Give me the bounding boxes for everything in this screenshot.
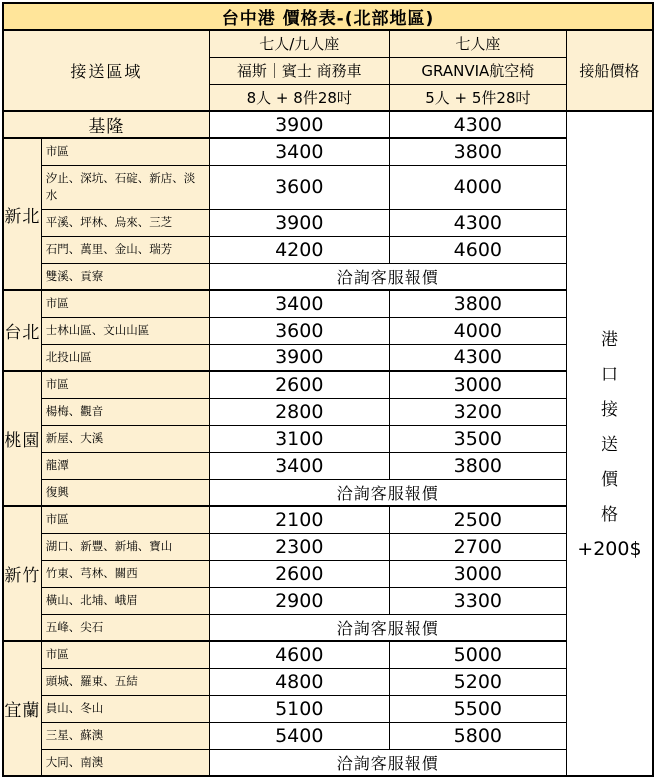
- region-cell: 新竹: [3, 506, 41, 641]
- price-cell-7seat: 3800: [389, 138, 566, 165]
- district-cell: 平溪、坪林、烏來、三芝: [41, 209, 209, 236]
- port-note-char: 格: [600, 504, 618, 525]
- table-title-row: [3, 3, 653, 30]
- price-cell-7-9seat: 3400: [209, 138, 389, 165]
- port-note-surcharge: +200$: [577, 537, 642, 560]
- port-note-char: 價: [600, 469, 618, 490]
- table-row: [3, 398, 653, 425]
- district-cell: 五峰、尖石: [41, 614, 209, 641]
- table-row: [3, 479, 653, 506]
- table-row: [3, 138, 653, 165]
- header-vehicle-granvia: GRANVIA航空椅: [389, 57, 566, 84]
- region-cell: 宜蘭: [3, 641, 41, 776]
- price-cell-7-9seat: 3100: [209, 425, 389, 452]
- port-note-cell: [566, 111, 653, 776]
- quote-cell: 洽詢客服報價: [209, 479, 566, 506]
- price-cell-7-9seat: 5100: [209, 695, 389, 722]
- district-cell: 湖口、新豐、新埔、寶山: [41, 533, 209, 560]
- header-seat7-9: 七人/九人座: [209, 30, 389, 57]
- price-cell-7-9seat: 2900: [209, 587, 389, 614]
- table-row: [3, 452, 653, 479]
- table-row: [3, 533, 653, 560]
- table-row: [3, 344, 653, 371]
- port-note-char: 送: [600, 434, 618, 455]
- price-cell-7seat: 5500: [389, 695, 566, 722]
- price-cell-7seat: 4300: [389, 111, 566, 138]
- table-row: [3, 371, 653, 398]
- price-cell-7-9seat: 4600: [209, 641, 389, 668]
- price-cell-7seat: 2500: [389, 506, 566, 533]
- header-boat-price: 接船價格: [566, 30, 653, 111]
- district-cell: 三星、蘇澳: [41, 722, 209, 749]
- table-row: [3, 695, 653, 722]
- table-row: [3, 290, 653, 317]
- header-seat7: 七人座: [389, 30, 566, 57]
- header-row-seats: [3, 30, 653, 57]
- district-cell: 竹東、芎林、關西: [41, 560, 209, 587]
- page-title: 台中港 價格表-(北部地區): [3, 3, 653, 30]
- price-cell-7-9seat: 2600: [209, 371, 389, 398]
- district-cell: 楊梅、觀音: [41, 398, 209, 425]
- price-cell-7seat: 3200: [389, 398, 566, 425]
- price-cell-7-9seat: 2600: [209, 560, 389, 587]
- price-cell-7-9seat: 5400: [209, 722, 389, 749]
- table-row: [3, 560, 653, 587]
- district-cell: 雙溪、貢寮: [41, 263, 209, 290]
- district-cell: 市區: [41, 371, 209, 398]
- district-cell: 新屋、大溪: [41, 425, 209, 452]
- price-cell-7seat: 4600: [389, 236, 566, 263]
- district-cell: 復興: [41, 479, 209, 506]
- district-cell: 龍潭: [41, 452, 209, 479]
- price-cell-7seat: 3500: [389, 425, 566, 452]
- price-cell-7-9seat: 3600: [209, 165, 389, 209]
- table-row: [3, 641, 653, 668]
- price-cell-7-9seat: 3900: [209, 344, 389, 371]
- price-cell-7-9seat: 2800: [209, 398, 389, 425]
- price-cell-7seat: 3800: [389, 452, 566, 479]
- region-cell: 新北: [3, 138, 41, 290]
- price-table: [2, 2, 654, 777]
- district-cell: 頭城、羅東、五結: [41, 668, 209, 695]
- table-row: [3, 425, 653, 452]
- quote-cell: 洽詢客服報價: [209, 749, 566, 776]
- price-cell-7seat: 4000: [389, 165, 566, 209]
- price-cell-7-9seat: 4800: [209, 668, 389, 695]
- price-cell-7seat: 4300: [389, 344, 566, 371]
- table-row: [3, 209, 653, 236]
- price-cell-7seat: 5200: [389, 668, 566, 695]
- table-row: [3, 587, 653, 614]
- price-cell-7seat: 4000: [389, 317, 566, 344]
- port-note-char: 口: [600, 364, 618, 385]
- port-note-char: 接: [600, 399, 618, 420]
- table-row: [3, 506, 653, 533]
- district-cell: 大同、南澳: [41, 749, 209, 776]
- table-row: [3, 317, 653, 344]
- table-row: [3, 236, 653, 263]
- district-cell: 市區: [41, 138, 209, 165]
- header-capacity-1: 8人 + 8件28吋: [209, 84, 389, 111]
- header-vehicle-vw-benz: 福斯｜賓士 商務車: [209, 57, 389, 84]
- table-row: [3, 111, 653, 138]
- price-cell-7seat: 5800: [389, 722, 566, 749]
- header-capacity-2: 5人 + 5件28吋: [389, 84, 566, 111]
- district-cell: 員山、冬山: [41, 695, 209, 722]
- district-cell: 石門、萬里、金山、瑞芳: [41, 236, 209, 263]
- price-cell-7seat: 3000: [389, 560, 566, 587]
- header-area-label: 接送區域: [3, 30, 209, 111]
- region-cell: 桃園: [3, 371, 41, 506]
- district-cell: 橫山、北埔、峨眉: [41, 587, 209, 614]
- district-cell: 士林山區、文山山區: [41, 317, 209, 344]
- port-note-char: 港: [600, 329, 618, 350]
- price-cell-7seat: 5000: [389, 641, 566, 668]
- district-cell: 汐止、深坑、石碇、新店、淡水: [41, 165, 209, 209]
- price-cell-7-9seat: 3900: [209, 209, 389, 236]
- price-cell-7-9seat: 3400: [209, 452, 389, 479]
- table-row: [3, 668, 653, 695]
- price-cell-7-9seat: 3600: [209, 317, 389, 344]
- price-cell-7seat: 3000: [389, 371, 566, 398]
- table-row: [3, 263, 653, 290]
- table-row: [3, 722, 653, 749]
- price-table-body: [3, 111, 653, 776]
- price-cell-7-9seat: 2100: [209, 506, 389, 533]
- table-row: [3, 614, 653, 641]
- region-cell: 台北: [3, 290, 41, 371]
- price-cell-7-9seat: 3900: [209, 111, 389, 138]
- price-cell-7seat: 3800: [389, 290, 566, 317]
- table-row: [3, 165, 653, 209]
- region-cell: 基隆: [3, 111, 209, 138]
- district-cell: 市區: [41, 506, 209, 533]
- price-cell-7seat: 3300: [389, 587, 566, 614]
- price-cell-7-9seat: 2300: [209, 533, 389, 560]
- district-cell: 市區: [41, 641, 209, 668]
- price-cell-7-9seat: 4200: [209, 236, 389, 263]
- price-cell-7-9seat: 3400: [209, 290, 389, 317]
- quote-cell: 洽詢客服報價: [209, 263, 566, 290]
- price-cell-7seat: 4300: [389, 209, 566, 236]
- district-cell: 市區: [41, 290, 209, 317]
- quote-cell: 洽詢客服報價: [209, 614, 566, 641]
- district-cell: 北投山區: [41, 344, 209, 371]
- price-cell-7seat: 2700: [389, 533, 566, 560]
